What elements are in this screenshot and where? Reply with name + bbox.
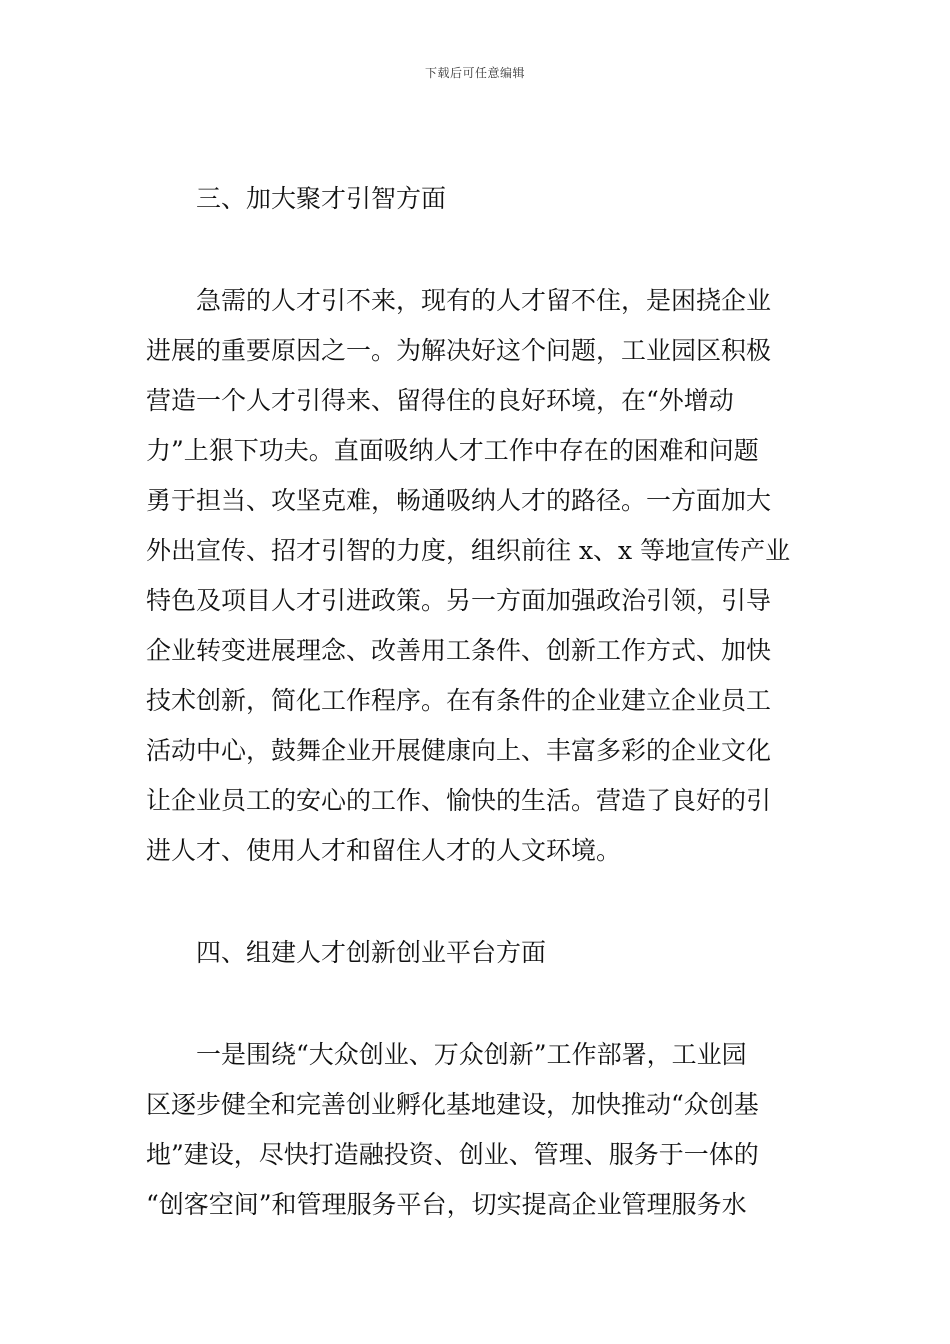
spacer [146, 978, 806, 1030]
paragraph-line: 勇于担当、攻坚克难，畅通吸纳人才的路径。一方面加大 [146, 486, 772, 515]
paragraph-section-3 [146, 276, 806, 876]
paragraph-line: 特色及项目人才引进政策。另一方面加强政治引领，引导 [146, 586, 772, 615]
paragraph-line: 地”建设，尽快打造融投资、创业、管理、服务于一体的 [146, 1140, 759, 1169]
paragraph-line: 让企业员工的安心的工作、愉快的生活。营造了良好的引 [146, 786, 772, 815]
paragraph-line: 力”上狠下功夫。直面吸纳人才工作中存在的困难和问题 [146, 436, 759, 465]
paragraph-line: 营造一个人才引得来、留得住的良好环境，在“外增动 [146, 386, 734, 415]
paragraph-line: 急需的人才引不来，现有的人才留不住，是困挠企业 [196, 286, 772, 315]
spacer [146, 224, 806, 276]
paragraph-line: 进展的重要原因之一。为解决好这个问题，工业园区积极 [146, 336, 772, 365]
paragraph-line: 进人才、使用人才和留住人才的人文环境。 [146, 836, 622, 865]
paragraph-line: 区逐步健全和完善创业孵化基地建设，加快推动“众创基 [146, 1090, 759, 1119]
paragraph-section-4 [146, 1030, 806, 1230]
section-heading-4: 四、组建人才创新创业平台方面 [196, 938, 547, 967]
paragraph-line: 活动中心，鼓舞企业开展健康向上、丰富多彩的企业文化 [146, 736, 772, 765]
section-heading-3: 三、加大聚才引智方面 [196, 184, 447, 213]
paragraph-line: 技术创新，简化工作程序。在有条件的企业建立企业员工 [146, 686, 772, 715]
header-note: 下载后可任意编辑 [424, 66, 525, 80]
paragraph-line: 一是围绕“大众创业、万众创新”工作部署，工业园 [196, 1040, 747, 1069]
paragraph-line: 外出宣传、招才引智的力度，组织前往 x、x 等地宣传产业 [146, 536, 791, 565]
document-body [146, 174, 806, 1230]
paragraph-line: “创客空间”和管理服务平台，切实提高企业管理服务水 [146, 1190, 747, 1219]
spacer [146, 876, 806, 928]
paragraph-line: 企业转变进展理念、改善用工条件、创新工作方式、加快 [146, 636, 772, 665]
